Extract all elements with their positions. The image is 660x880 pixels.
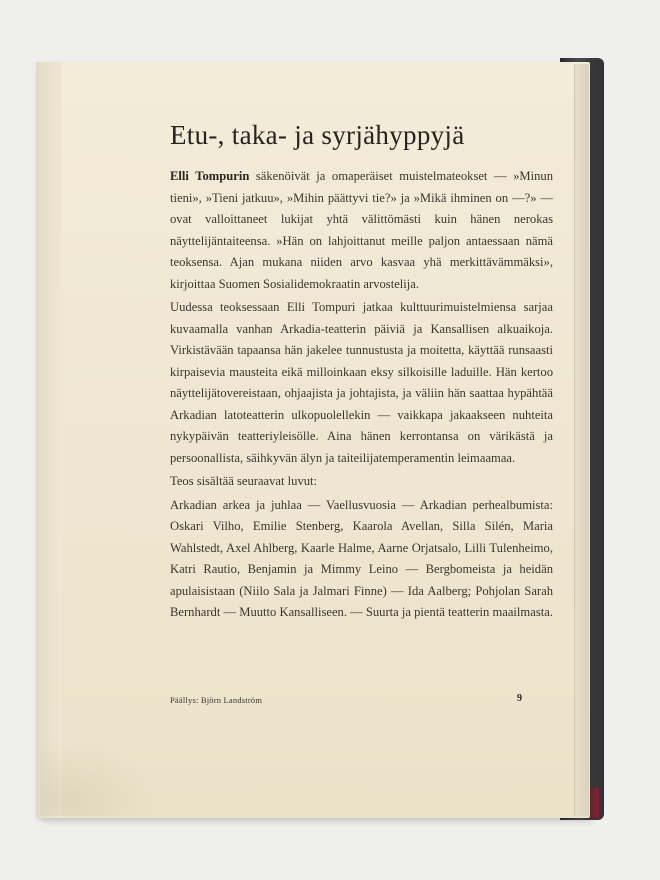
page-number: 9 bbox=[517, 693, 522, 704]
page-title: Etu-, taka- ja syrjähyppyjä bbox=[170, 120, 465, 150]
author-name: Elli Tompurin bbox=[170, 169, 250, 183]
paragraph-intro-text: säkenöivät ja omaperäiset muistelmateokset — »Minun tieni», »Tieni jatkuu», »Mihin päättyvi tie?» ja »Mikä ihminen on —?» — ovat valloittaneet lukijat yhtä välittömästi kuin hänen nerokas näyttelijäntaiteensa. »Hän on lahjoittanut meille paljon antaessaan nämä teoksensa. Ajan mukana niiden arvo kasvaa yhä merkittävämmäksi», kirjoittaa Suomen Sosialidemokraatin arvostelija. bbox=[170, 169, 553, 291]
back-cover-text bbox=[170, 166, 553, 624]
jacket-fold-right bbox=[574, 64, 589, 816]
paragraph-description: Uudessa teoksessaan Elli Tompuri jatkaa kulttuurimuistelmiensa sarjaa kuvaamalla vanhan Arkadia-teatterin päiviä ja Kansallisen alkuaikoja. Virkistävään tapaansa hän jakelee tunnustusta ja moitetta, käyttää runsaasti kirpaisevia mausteita eikä milloinkaan eksy silkoisille laduille. Hän kertoo näyttelijätovereistaan, ohjaajista ja johtajista, ja väliin hän saattaa hypähtää Arkadian latoteatterin ulkopuolellekin — vaikkapa jakaakseen nuhteita nykypäivän teatteriyleisölle. Aina hänen kerrontansa on värikästä ja persoonallista, säihkyvän älyn ja taiteilijatemperamentin leimaamaa. bbox=[170, 300, 553, 465]
jacket-wear-mark bbox=[40, 740, 160, 816]
paragraph-contents-intro: Teos sisältää seuraavat luvut: bbox=[170, 474, 318, 488]
paragraph-chapter-list: Arkadian arkea ja juhlaa — Vaellusvuosia — Arkadian perhealbumista: Oskari Vilho, Emilie Stenberg, Kaarola Avellan, Silla Silén, Maria Wahlstedt, Axel Ahlberg, Kaarle Halme, Aarne Orjatsalo, Lilli Tulenheimo, Katri Rautio, Benjamin ja Mimmy Leino — Bergbomeista ja heidän apulaisistaan (Niilo Sala ja Jalmari Finne) — Ida Aalberg; Pohjolan Sarah Bernhardt — Muutto Kansalliseen. — Suurta ja pientä teatterin maailmasta. bbox=[170, 497, 553, 619]
jacket-fold-left bbox=[36, 62, 62, 818]
paragraph-intro bbox=[170, 166, 553, 295]
cover-credit: Päällys: Björn Landström bbox=[170, 695, 263, 705]
